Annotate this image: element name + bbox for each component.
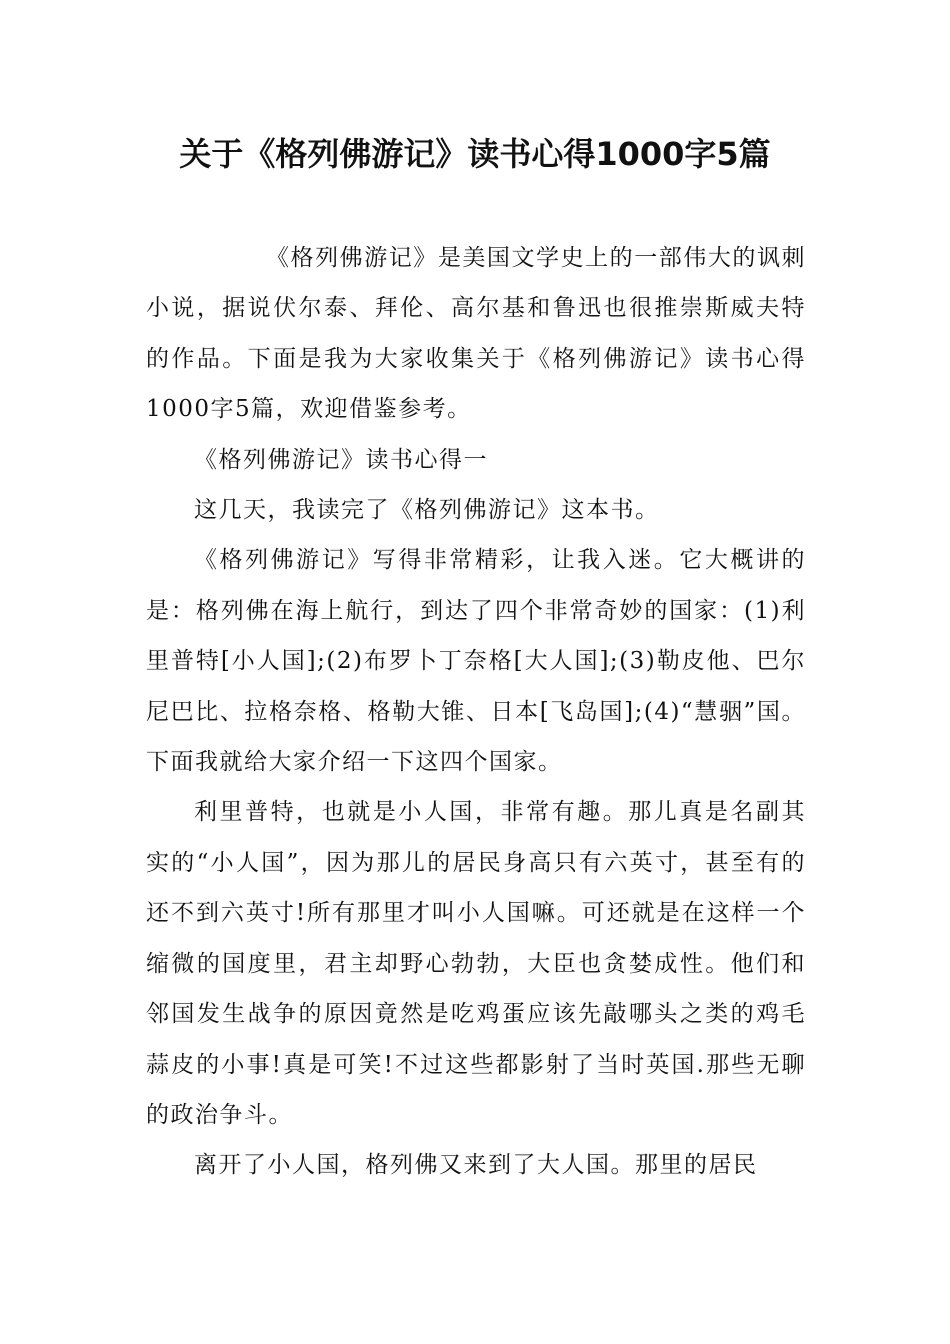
paragraph-intro: 《格列佛游记》是美国文学史上的一部伟大的讽刺小说，据说伏尔泰、拜伦、高尔基和鲁迅也很推崇斯威夫特的作品。下面是我为大家收集关于《格列佛游记》读书心得1000字5篇，欢迎借鉴参考。 xyxy=(146,245,806,423)
paragraph: 利里普特，也就是小人国，非常有趣。那儿真是名副其实的“小人国”，因为那儿的居民身高只有六英寸，甚至有的还不到六英寸!所有那里才叫小人国嘛。可还就是在这样一个缩微的国度里，君主却野心勃勃，大臣也贪婪成性。他们和邻国发生战争的原因竟然是吃鸡蛋应该先敲哪头之类的鸡毛蒜皮的小事!真是可笑!不过这些都影射了当时英国.那些无聊的政治争斗。 xyxy=(146,799,806,1128)
document-title: 关于《格列佛游记》读书心得1000字5篇 xyxy=(179,135,771,173)
paragraph: 这几天，我读完了《格列佛游记》这本书。 xyxy=(194,497,660,524)
section-heading: 《格列佛游记》读书心得一 xyxy=(194,446,488,473)
document-body xyxy=(146,233,806,1191)
paragraph: 离开了小人国，格列佛又来到了大人国。那里的居民 xyxy=(194,1152,758,1179)
paragraph: 《格列佛游记》写得非常精彩，让我入迷。它大概讲的是：格列佛在海上航行，到达了四个非常奇妙的国家：(1)利里普特[小人国];(2)布罗卜丁奈格[大人国];(3)勒皮他、巴尔尼巴比、拉格奈格、格勒大锥、日本[飞岛国];(4)“慧骃”国。下面我就给大家介绍一下这四个国家。 xyxy=(146,547,806,776)
